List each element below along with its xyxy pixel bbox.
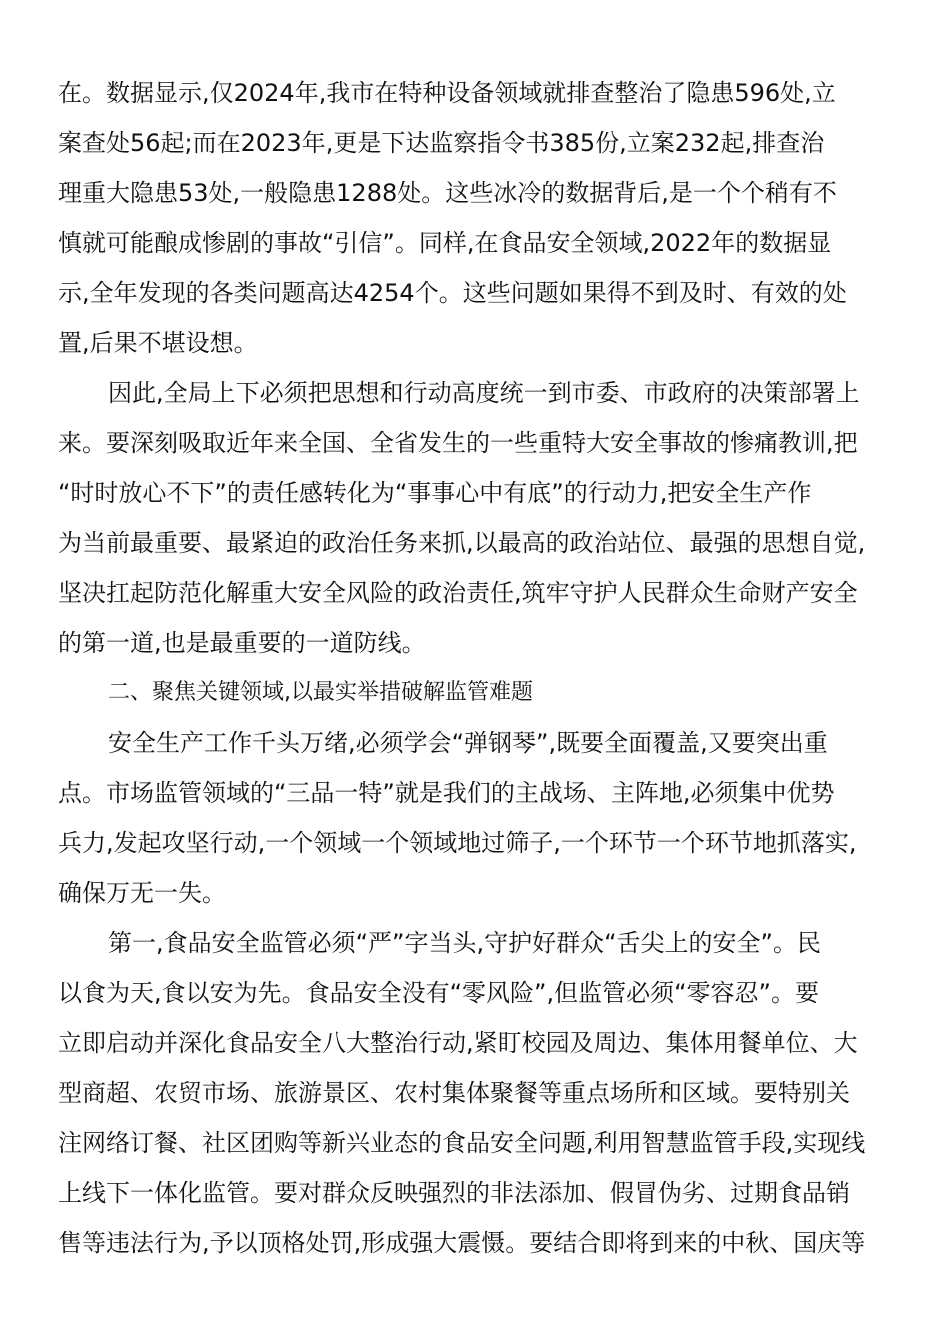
paragraph-key-areas bbox=[58, 718, 892, 918]
text-line: 第一,食品安全监管必须“严”字当头,守护好群众“舌尖上的安全”。民 bbox=[108, 929, 821, 957]
text-line: 慎就可能酿成惨剧的事故“引信”。同样,在食品安全领域,2022年的数据显 bbox=[58, 229, 832, 257]
paragraph-food-safety bbox=[58, 918, 892, 1268]
text-line: 示,全年发现的各类问题高达4254个。这些问题如果得不到及时、有效的处 bbox=[58, 279, 847, 307]
text-line: 理重大隐患53处,一般隐患1288处。这些冰冷的数据背后,是一个个稍有不 bbox=[58, 179, 837, 207]
text-line: 注网络订餐、社区团购等新兴业态的食品安全问题,利用智慧监管手段,实现线 bbox=[58, 1129, 866, 1157]
text-line: 确保万无一失。 bbox=[58, 879, 226, 907]
paragraph-statistics bbox=[58, 68, 892, 368]
text-line: 置,后果不堪设想。 bbox=[58, 329, 258, 357]
text-line: 型商超、农贸市场、旅游景区、农村集体聚餐等重点场所和区域。要特别关 bbox=[58, 1079, 850, 1107]
text-line: 来。要深刻吸取近年来全国、全省发生的一些重特大安全事故的惨痛教训,把 bbox=[58, 429, 858, 457]
text-line: 的第一道,也是最重要的一道防线。 bbox=[58, 629, 426, 657]
text-line: “时时放心不下”的责任感转化为“事事心中有底”的行动力,把安全生产作 bbox=[58, 479, 812, 507]
text-line: 坚决扛起防范化解重大安全风险的政治责任,筑牢守护人民群众生命财产安全 bbox=[58, 579, 858, 607]
text-line: 售等违法行为,予以顶格处罚,形成强大震慑。要结合即将到来的中秋、国庆等 bbox=[58, 1229, 866, 1257]
text-line: 立即启动并深化食品安全八大整治行动,紧盯校园及周边、集体用餐单位、大 bbox=[58, 1029, 858, 1057]
section-heading-text: 二、聚焦关键领域,以最实举措破解监管难题 bbox=[108, 680, 533, 705]
text-line: 安全生产工作千头万绪,必须学会“弹钢琴”,既要全面覆盖,又要突出重 bbox=[108, 729, 828, 757]
text-line: 兵力,发起攻坚行动,一个领域一个领域地过筛子,一个环节一个环节地抓落实, bbox=[58, 829, 857, 857]
text-line: 上线下一体化监管。要对群众反映强烈的非法添加、假冒伪劣、过期食品销 bbox=[58, 1179, 850, 1207]
text-line: 点。市场监管领域的“三品一特”就是我们的主战场、主阵地,必须集中优势 bbox=[58, 779, 835, 807]
paragraph-unify-thinking bbox=[58, 368, 892, 668]
text-line: 在。数据显示,仅2024年,我市在特种设备领域就排查整治了隐患596处,立 bbox=[58, 79, 836, 107]
section-heading bbox=[58, 668, 892, 718]
text-line: 为当前最重要、最紧迫的政治任务来抓,以最高的政治站位、最强的思想自觉, bbox=[58, 529, 866, 557]
text-line: 因此,全局上下必须把思想和行动高度统一到市委、市政府的决策部署上 bbox=[108, 379, 860, 407]
document-page bbox=[58, 68, 892, 1268]
text-line: 以食为天,食以安为先。食品安全没有“零风险”,但监管必须“零容忍”。要 bbox=[58, 979, 819, 1007]
text-line: 案查处56起;而在2023年,更是下达监察指令书385份,立案232起,排查治 bbox=[58, 129, 825, 157]
